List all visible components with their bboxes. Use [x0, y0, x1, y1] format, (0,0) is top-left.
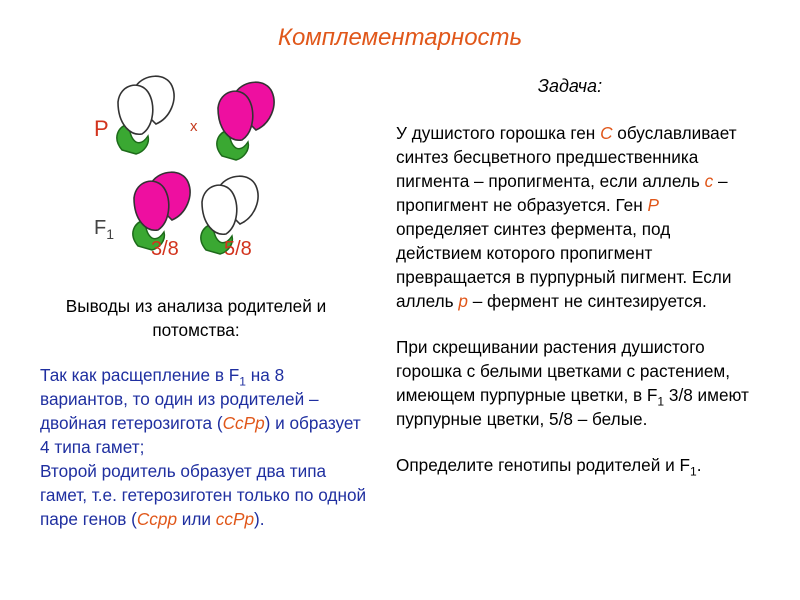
genotype-option-1: Ccpp: [136, 509, 178, 529]
f1-label: $F_1$: [94, 217, 115, 242]
cross-symbol: x: [190, 118, 198, 135]
task-question: Определите генотипы родителей и $F_1$.: [396, 455, 702, 479]
conclusion-paragraph-1: Так как расщепление в $F_1$ на 8 вариантов, то один из родителей – двойная гетерозигота (CcPp) и образует 4 типа гамет;: [40, 365, 361, 457]
cross-diagram: [80, 72, 300, 272]
gene-P: P: [647, 195, 659, 215]
task-paragraph-1: У душистого горошка ген C обуславливает синтез бесцветного предшественника пигмента – пропигмента, если аллель c – пропигмент не образуется. Ген P определяет синтез фермента, под действием которого пропигмент превращается в пурпурный пигмент. Если аллель p – фермент не синтезируется.: [396, 123, 737, 311]
allele-p: p: [458, 291, 468, 311]
task-paragraph-2: При скрещивании растения душистого горошка с белыми цветками с растением, имеющем пурпурные цветки, в $F_1$ 3/8 имеют пурпурные цветки, 5/8 – белые.: [396, 337, 749, 429]
parent-label: P: [94, 116, 109, 141]
parent-white-flower: [117, 76, 174, 154]
task-text: [396, 121, 756, 477]
conclusion-paragraph-2: Второй родитель образует два типа гамет, т.е. гетерозиготен только по одной паре генов (Ccpp или ccPp).: [40, 461, 367, 529]
genotype-ccpp-double: CcPp: [222, 413, 265, 433]
purple-ratio: 3/8: [151, 238, 179, 260]
task-heading: Задача:: [537, 76, 603, 96]
genotype-option-2: ccPp: [215, 509, 255, 529]
allele-c: c: [704, 171, 714, 191]
conclusions-text: [40, 363, 370, 531]
conclusions-heading: Выводы из анализа родителей и потомства:: [65, 296, 327, 340]
gene-C: C: [600, 123, 613, 143]
slide-title: Комплементарность: [277, 24, 523, 51]
white-ratio: 5/8: [224, 238, 252, 260]
parent-purple-flower: [217, 82, 274, 160]
